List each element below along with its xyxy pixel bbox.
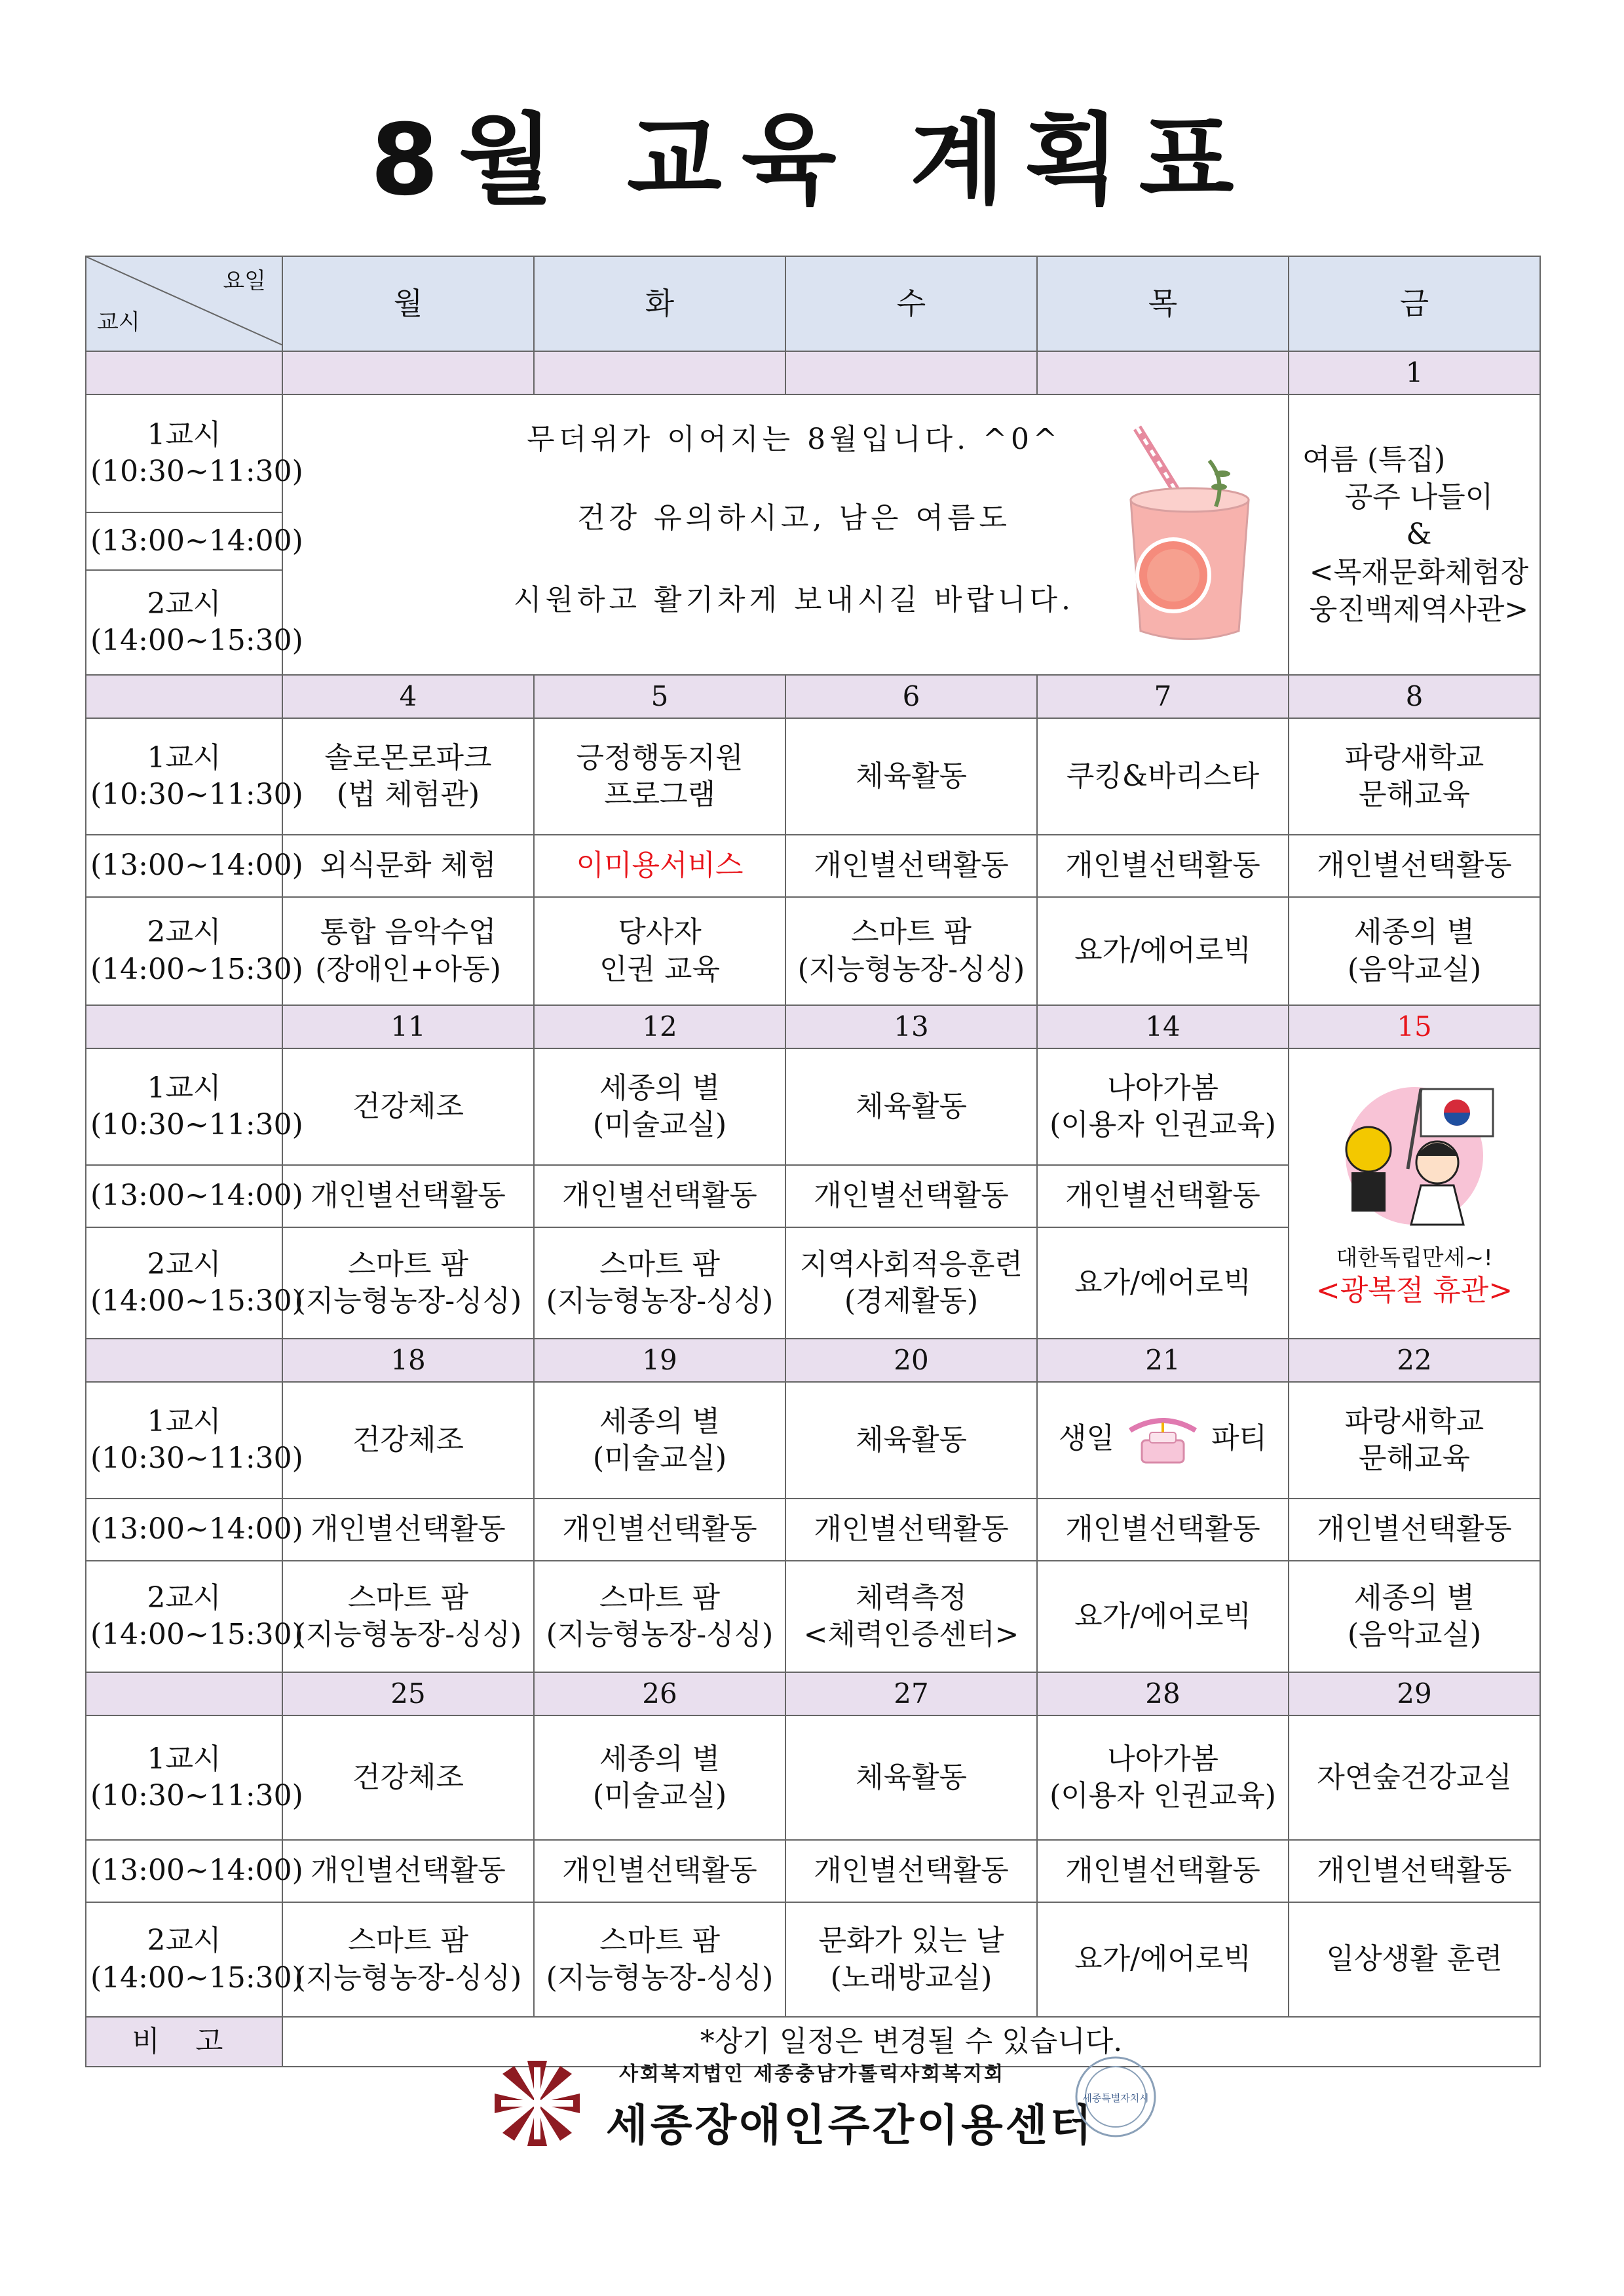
activity-text: 개인별선택활동 (814, 1179, 1009, 1213)
activity-text: 요가/에어로빅 (1074, 1599, 1251, 1633)
activity-text: 개인별선택활동 (1317, 1512, 1512, 1546)
activity-text: 당사자 (618, 915, 702, 949)
date-cell: 19 (534, 1339, 785, 1382)
activity-text: 일상생활 훈련 (1326, 1942, 1503, 1976)
activity-text: 건강체조 (352, 1089, 464, 1123)
period-2-label: 2교시 (14:00~15:30) (86, 897, 282, 1005)
activity-cell (785, 1499, 1037, 1561)
activity-cell (282, 1048, 534, 1165)
date-cell: 7 (1037, 675, 1289, 718)
activity-cell (1037, 1499, 1289, 1561)
activity-text: 체육활동 (855, 1423, 967, 1457)
activity-text: (음악교실) (1347, 1618, 1482, 1651)
activity-cell (1289, 1499, 1540, 1561)
activity-cell (534, 1048, 785, 1165)
activity-text: 외식문화 체험 (320, 849, 497, 883)
activity-cell (282, 1382, 534, 1499)
date-cell: 29 (1289, 1672, 1540, 1715)
birthday-cake-icon (1124, 1411, 1202, 1470)
holiday-caption: 대한독립만세~! (1336, 1244, 1493, 1271)
activity-cell (785, 1048, 1037, 1165)
activity-text: 개인별선택활동 (1065, 1854, 1260, 1888)
activity-text: 체력측정 (855, 1580, 967, 1615)
day-mon: 월 (282, 256, 534, 351)
date-cell: 11 (282, 1005, 534, 1048)
activity-text: 스마트 팜 (850, 915, 972, 949)
date-cell: 22 (1289, 1339, 1540, 1382)
page-title: 8월 교육 계획표 (370, 104, 1254, 218)
activity-text: 스마트 팜 (347, 1924, 468, 1958)
activity-text: (경제활동) (844, 1284, 979, 1318)
activity-text: (이용자 인권교육) (1049, 1108, 1276, 1141)
activity-cell (1289, 1902, 1540, 2017)
activity-text: 쿠킹&바리스타 (1066, 759, 1260, 793)
activity-cell (534, 1499, 785, 1561)
activity-text: 개인별선택활동 (562, 1854, 757, 1888)
message-line: 시원하고 활기차게 보내시길 바랍니다. (513, 583, 1074, 617)
activity-text: 자연숲건강교실 (1317, 1760, 1512, 1794)
activity-cell (282, 835, 534, 897)
schedule-row (86, 1382, 1540, 1499)
activity-text: 개인별선택활동 (1065, 849, 1260, 883)
activity-text: 스마트 팜 (599, 1247, 720, 1281)
activity-text: 생일 (1058, 1421, 1114, 1455)
activity-cell (534, 897, 785, 1005)
activity-text: 요가/에어로빅 (1074, 1942, 1251, 1976)
date-cell: 12 (534, 1005, 785, 1048)
activity-text: 스마트 팜 (599, 1580, 720, 1615)
parent-organization: 사회복지법인 세종충남가톨릭사회복지회 (619, 2063, 1006, 2086)
date-cell: 28 (1037, 1672, 1289, 1715)
special-outing-title: 여름 (특집) (1302, 443, 1446, 477)
schedule-row (86, 718, 1540, 835)
activity-text: 개인별선택활동 (311, 1179, 506, 1213)
date-row-label (86, 675, 282, 718)
activity-text: 세종의 별 (599, 1404, 720, 1438)
period-1-label: 1교시 (10:30~11:30) (86, 1048, 282, 1165)
schedule-row (86, 1499, 1540, 1561)
date-row-label (86, 1672, 282, 1715)
special-outing-place: 공주 나들이 (1344, 480, 1494, 514)
schedule-row (86, 1048, 1540, 1165)
date-row (86, 1339, 1540, 1382)
lunch-period-label: (13:00~14:00) (86, 512, 282, 570)
note-label: 비 고 (86, 2017, 282, 2067)
date-cell: 26 (534, 1672, 785, 1715)
period-2-label: 2교시 (14:00~15:30) (86, 1227, 282, 1339)
activity-text: 개인별선택활동 (311, 1512, 506, 1546)
activity-cell (785, 1561, 1037, 1672)
activity-text: 개인별선택활동 (814, 849, 1009, 883)
activity-cell (282, 1227, 534, 1339)
schedule-row (86, 1902, 1540, 2017)
activity-text: (법 체험관) (336, 778, 480, 811)
activity-text: 체육활동 (855, 1089, 967, 1123)
period-1-label: 1교시 (10:30~11:30) (86, 718, 282, 835)
activity-text: 통합 음악수업 (320, 915, 497, 949)
activity-text: 개인별선택활동 (311, 1854, 506, 1888)
period-2-label: 2교시 (14:00~15:30) (86, 1902, 282, 2017)
day-fri: 금 (1289, 256, 1540, 351)
activity-text: 인권 교육 (599, 952, 720, 986)
day-tue: 화 (534, 256, 785, 351)
activity-text: 문해교육 (1358, 1442, 1470, 1475)
activity-cell (785, 1840, 1037, 1902)
activity-text: 문해교육 (1358, 778, 1470, 811)
date-cell: 20 (785, 1339, 1037, 1382)
activity-text: 요가/에어로빅 (1074, 1265, 1251, 1299)
date-cell: 13 (785, 1005, 1037, 1048)
activity-text: (장애인+아동) (315, 952, 501, 986)
activity-cell (282, 718, 534, 835)
message-line: 건강 유의하시고, 남은 여름도 (577, 501, 1011, 535)
activity-text: 개인별선택활동 (562, 1512, 757, 1546)
independence-cheer-icon (1323, 1077, 1506, 1234)
city-seal (1073, 2054, 1158, 2139)
activity-text: (음악교실) (1347, 952, 1482, 986)
date-cell (282, 351, 534, 394)
date-cell: 18 (282, 1339, 534, 1382)
lunch-period-label: (13:00~14:00) (86, 1840, 282, 1902)
activity-cell (785, 1715, 1037, 1840)
date-cell: 6 (785, 675, 1037, 718)
period-1-label: 1교시 (10:30~11:30) (86, 394, 282, 512)
special-outing-amp: & (1406, 518, 1432, 552)
activity-cell (1037, 1561, 1289, 1672)
activity-cell (1037, 1227, 1289, 1339)
activity-cell (282, 1165, 534, 1227)
date-row (86, 351, 1540, 394)
activity-text: (지능형농장-싱싱) (294, 1284, 522, 1318)
activity-text: 파티 (1211, 1421, 1268, 1455)
schedule-row (86, 835, 1540, 897)
date-cell (534, 351, 785, 394)
schedule-row (86, 1840, 1540, 1902)
activity-cell (785, 1902, 1037, 2017)
date-row (86, 1005, 1540, 1048)
date-cell: 14 (1037, 1005, 1289, 1048)
activity-text: 개인별선택활동 (1065, 1512, 1260, 1546)
activity-text: (지능형농장-싱싱) (546, 1284, 774, 1318)
activity-text: 체육활동 (855, 759, 967, 793)
activity-cell (534, 1382, 785, 1499)
activity-cell (785, 1165, 1037, 1227)
activity-text: 나아가봄 (1106, 1742, 1218, 1776)
date-cell: 4 (282, 675, 534, 718)
activity-text: (미술교실) (592, 1779, 727, 1812)
corner-label-period: 교시 (97, 309, 140, 336)
lunch-period-label: (13:00~14:00) (86, 1165, 282, 1227)
activity-cell (1289, 897, 1540, 1005)
activity-text: 개인별선택활동 (1065, 1179, 1260, 1213)
activity-text: 요가/에어로빅 (1074, 934, 1251, 968)
corner-cell (86, 256, 282, 351)
lunch-period-label: (13:00~14:00) (86, 835, 282, 897)
activity-cell (534, 1715, 785, 1840)
date-row (86, 1672, 1540, 1715)
activity-cell (282, 1902, 534, 2017)
activity-cell (1289, 718, 1540, 835)
day-wed: 수 (785, 256, 1037, 351)
activity-cell (534, 718, 785, 835)
special-outing-place: <목재문화체험장 (1309, 555, 1529, 589)
activity-cell (1037, 1048, 1289, 1165)
holiday-label: <광복절 휴관> (1315, 1274, 1513, 1308)
date-row-label (86, 1339, 282, 1382)
period-2-label: 2교시 (14:00~15:30) (86, 570, 282, 675)
activity-cell (282, 1840, 534, 1902)
date-cell: 15 (1289, 1005, 1540, 1048)
corner-label-day: 요일 (223, 268, 266, 294)
activity-cell (1037, 1715, 1289, 1840)
activity-text: 나아가봄 (1106, 1071, 1218, 1105)
date-cell (1037, 351, 1289, 394)
activity-cell (785, 718, 1037, 835)
activity-text: (지능형농장-싱싱) (294, 1618, 522, 1651)
date-cell: 25 (282, 1672, 534, 1715)
seal-text: 세종특별자치시 (1082, 2092, 1149, 2104)
center-name: 세종장애인주간이용센터 (606, 2100, 1095, 2151)
activity-cell (282, 1561, 534, 1672)
activity-cell (1037, 1840, 1289, 1902)
activity-text: (지능형농장-싱싱) (546, 1961, 774, 1995)
activity-cell (1289, 1382, 1540, 1499)
date-cell: 21 (1037, 1339, 1289, 1382)
date-cell: 8 (1289, 675, 1540, 718)
activity-text: 스마트 팜 (347, 1580, 468, 1615)
activity-cell (1037, 897, 1289, 1005)
activity-text: 세종의 별 (599, 1071, 720, 1105)
activity-cell (1289, 1715, 1540, 1840)
organization-logo (488, 2054, 586, 2152)
activity-cell (534, 1840, 785, 1902)
activity-cell (534, 1561, 785, 1672)
date-row-label (86, 1005, 282, 1048)
day-header-row (86, 256, 1540, 351)
activity-text: 솔로몬로파크 (324, 740, 492, 775)
activity-text: (노래방교실) (830, 1961, 992, 1995)
activity-text: 세종의 별 (599, 1742, 720, 1776)
date-cell: 5 (534, 675, 785, 718)
activity-text: 긍정행동지원 (576, 740, 744, 775)
activity-text: 프로그램 (603, 778, 715, 811)
activity-cell (1037, 835, 1289, 897)
activity-cell (785, 835, 1037, 897)
activity-text: <체력인증센터> (803, 1618, 1019, 1651)
activity-cell (1289, 835, 1540, 897)
monthly-message (282, 394, 1289, 675)
grapefruit-drink-icon (1111, 421, 1268, 651)
activity-text: 개인별선택활동 (1317, 849, 1512, 883)
activity-cell (282, 1499, 534, 1561)
date-cell: 1 (1289, 351, 1540, 394)
activity-text: 스마트 팜 (599, 1924, 720, 1958)
activity-text: 이미용서비스 (576, 849, 744, 883)
activity-cell (785, 1227, 1037, 1339)
schedule-table (85, 256, 1541, 2067)
activity-cell (1037, 1902, 1289, 2017)
activity-text: 스마트 팜 (347, 1247, 468, 1281)
activity-text: (지능형농장-싱싱) (546, 1618, 774, 1651)
activity-text: 체육활동 (855, 1760, 967, 1794)
date-cell: 27 (785, 1672, 1037, 1715)
schedule-row (86, 897, 1540, 1005)
activity-cell (534, 1902, 785, 2017)
activity-text: 세종의 별 (1353, 915, 1475, 949)
period-1-label: 1교시 (10:30~11:30) (86, 1382, 282, 1499)
activity-cell (1037, 1382, 1289, 1499)
activity-text: 파랑새학교 (1344, 1404, 1484, 1438)
activity-text: 파랑새학교 (1344, 740, 1484, 775)
activity-text: (지능형농장-싱싱) (797, 952, 1025, 986)
activity-text: (이용자 인권교육) (1049, 1779, 1276, 1812)
activity-text: (지능형농장-싱싱) (294, 1961, 522, 1995)
message-line: 무더위가 이어지는 8월입니다. ^0^ (527, 423, 1061, 456)
schedule-row (86, 1561, 1540, 1672)
activity-cell (1037, 718, 1289, 835)
activity-text: 세종의 별 (1353, 1580, 1475, 1615)
date-row (86, 675, 1540, 718)
special-outing-cell (1289, 394, 1540, 675)
activity-cell (534, 1227, 785, 1339)
activity-text: (미술교실) (592, 1442, 727, 1475)
activity-text: 건강체조 (352, 1760, 464, 1794)
activity-text: 개인별선택활동 (814, 1512, 1009, 1546)
activity-text: 개인별선택활동 (1317, 1854, 1512, 1888)
activity-text: 개인별선택활동 (814, 1854, 1009, 1888)
day-thu: 목 (1037, 256, 1289, 351)
period-1-label: 1교시 (10:30~11:30) (86, 1715, 282, 1840)
activity-text: 건강체조 (352, 1423, 464, 1457)
schedule-row (86, 1715, 1540, 1840)
activity-cell (534, 835, 785, 897)
special-outing-place: 웅진백제역사관> (1309, 592, 1529, 626)
activity-cell (282, 897, 534, 1005)
period-2-label: 2교시 (14:00~15:30) (86, 1561, 282, 1672)
note-text: *상기 일정은 변경될 수 있습니다. (282, 2017, 1540, 2067)
lunch-period-label: (13:00~14:00) (86, 1499, 282, 1561)
activity-cell (282, 1715, 534, 1840)
activity-cell (1289, 1561, 1540, 1672)
activity-cell (785, 897, 1037, 1005)
activity-cell (534, 1165, 785, 1227)
activity-cell (785, 1382, 1037, 1499)
activity-text: 지역사회적응훈련 (799, 1247, 1023, 1281)
activity-cell (1289, 1840, 1540, 1902)
activity-text: 문화가 있는 날 (818, 1924, 1004, 1958)
holiday-cell (1289, 1048, 1540, 1339)
activity-text: (미술교실) (592, 1108, 727, 1141)
activity-text: 개인별선택활동 (562, 1179, 757, 1213)
activity-cell (1037, 1165, 1289, 1227)
date-row-label (86, 351, 282, 394)
date-cell (785, 351, 1037, 394)
